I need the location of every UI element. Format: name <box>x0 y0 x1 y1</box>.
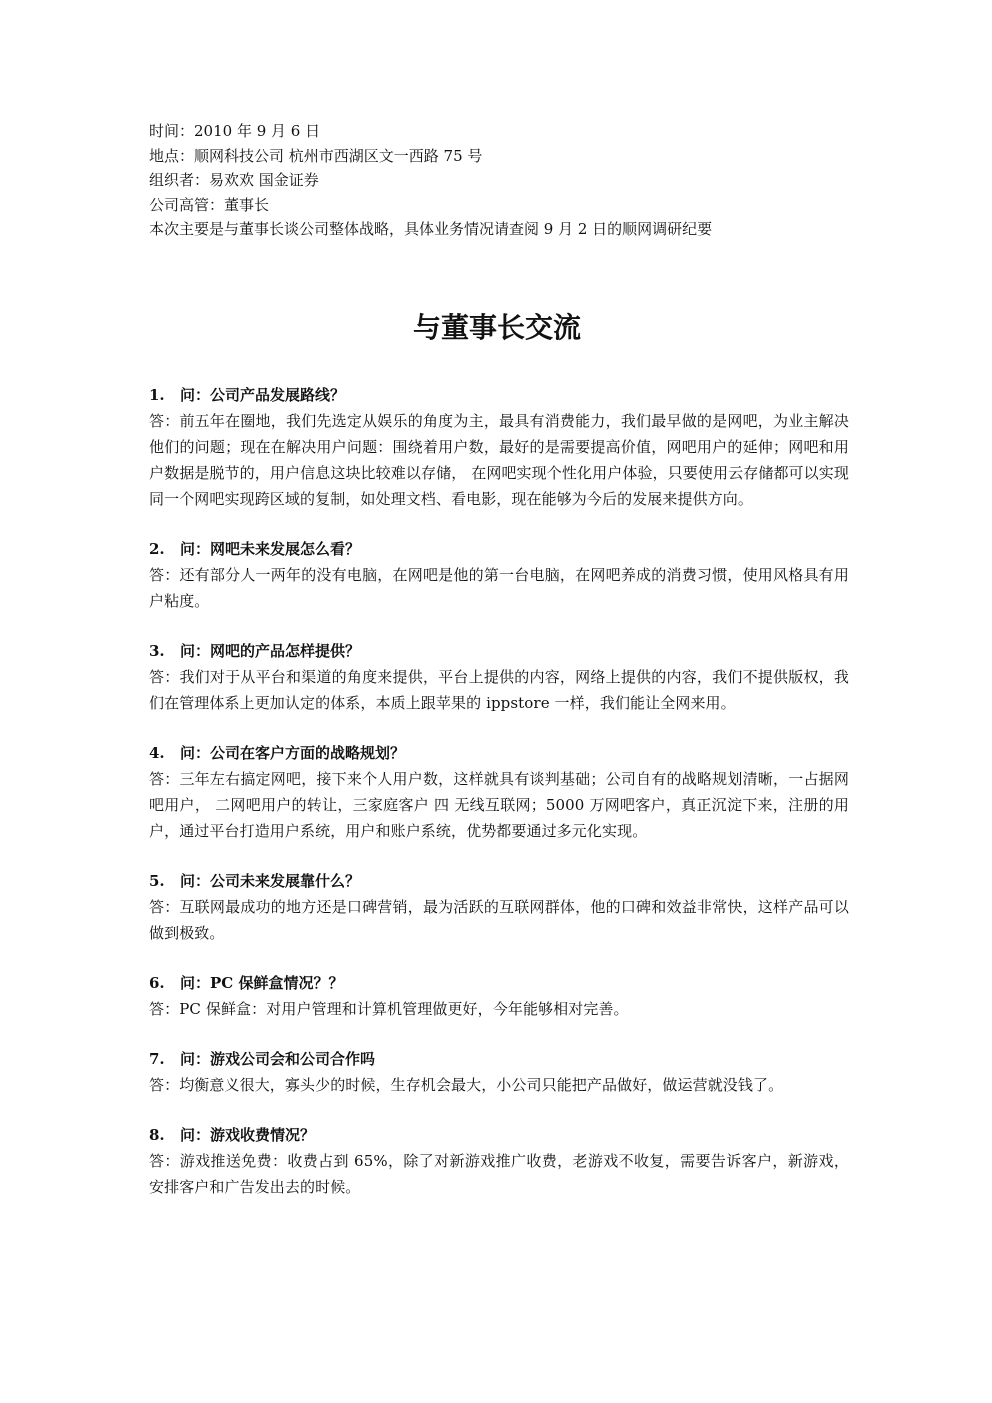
question <box>149 970 849 996</box>
question-number: 5. <box>149 871 165 890</box>
answer: 答：三年左右搞定网吧，接下来个人用户数，这样就具有谈判基础；公司自有的战略规划清晰，一占据网吧用户， 二网吧用户的转让，三家庭客户 四 无线互联网；5000 万网吧客户，真正沉淀下来，注册的用户，通过平台打造用户系统，用户和账户系统，优势都要通过多元化实现。 <box>149 769 849 840</box>
meeting-executive: 公司高管：董事长 <box>149 195 270 214</box>
meeting-note: 本次主要是与董事长谈公司整体战略，具体业务情况请查阅 9 月 2 日的顺网调研纪要 <box>149 220 713 238</box>
answer: 答：互联网最成功的地方还是口碑营销，最为活跃的互联网群体，他的口碑和效益非常快，这样产品可以做到极致。 <box>149 897 849 942</box>
qa-item-6 <box>149 970 849 1022</box>
question-number: 6. <box>149 973 165 992</box>
meeting-info <box>149 119 849 242</box>
question-text: 问：游戏收费情况？ <box>180 1125 316 1144</box>
qa-item-7 <box>149 1046 849 1098</box>
question-text: 问：网吧未来发展怎么看？ <box>180 539 361 558</box>
question <box>149 638 849 664</box>
question-text: 问：公司在客户方面的战略规划？ <box>180 743 406 762</box>
qa-item-8 <box>149 1122 849 1200</box>
question-text: 问：网吧的产品怎样提供？ <box>180 641 361 660</box>
question-number: 4. <box>149 743 165 762</box>
question <box>149 1046 849 1072</box>
answer: 答：我们对于从平台和渠道的角度来提供，平台上提供的内容，网络上提供的内容，我们不提供版权，我们在管理体系上更加认定的体系，本质上跟苹果的 ippstore 一样，我们能让全网来用。 <box>149 667 849 712</box>
question-number: 1. <box>149 385 165 404</box>
question <box>149 536 849 562</box>
answer: 答：还有部分人一两年的没有电脑，在网吧是他的第一台电脑，在网吧养成的消费习惯，使用风格具有用户粘度。 <box>149 565 849 610</box>
document-title: 与董事长交流 <box>412 310 581 344</box>
question <box>149 1122 849 1148</box>
question-number: 7. <box>149 1049 165 1068</box>
meeting-organizer: 组织者：易欢欢 国金证券 <box>149 171 319 189</box>
question-number: 3. <box>149 641 165 660</box>
question-text: 问：公司产品发展路线？ <box>180 385 346 404</box>
question <box>149 382 849 408</box>
qa-item-1 <box>149 382 849 512</box>
answer: 答：PC 保鲜盒：对用户管理和计算机管理做更好，今年能够相对完善。 <box>149 999 629 1018</box>
question <box>149 740 849 766</box>
meeting-location: 地点：顺网科技公司 杭州市西湖区文一西路 75 号 <box>149 146 483 165</box>
question-number: 2. <box>149 539 165 558</box>
answer: 答：前五年在圈地，我们先选定从娱乐的角度为主，最具有消费能力，我们最早做的是网吧，为业主解决他们的问题；现在在解决用户问题：围绕着用户数，最好的是需要提高价值，网吧用户的延伸；网吧和用户数据是脱节的，用户信息这块比较难以存储， 在网吧实现个性化用户体验，只要使用云存储都可以实现同一个网吧实现跨区域的复制，如处理文档、看电影，现在能够为今后的发展来提供方向。 <box>149 411 849 508</box>
qa-item-3 <box>149 638 849 716</box>
qa-item-2 <box>149 536 849 614</box>
question-text: 问：PC 保鲜盒情况？？ <box>180 973 344 992</box>
question-number: 8. <box>149 1125 165 1144</box>
qa-item-4 <box>149 740 849 844</box>
question <box>149 868 849 894</box>
qa-item-5 <box>149 868 849 946</box>
answer: 答：游戏推送免费：收费占到 65%，除了对新游戏推广收费，老游戏不收复，需要告诉客户，新游戏，安排客户和广告发出去的时候。 <box>149 1151 849 1196</box>
question-text: 问：公司未来发展靠什么？ <box>180 871 361 890</box>
question-text: 问：游戏公司会和公司合作吗 <box>180 1049 376 1068</box>
answer: 答：均衡意义很大，寡头少的时候，生存机会最大，小公司只能把产品做好，做运营就没钱了。 <box>149 1075 784 1094</box>
meeting-time: 时间：2010 年 9 月 6 日 <box>149 122 321 140</box>
document-page <box>149 119 849 1224</box>
